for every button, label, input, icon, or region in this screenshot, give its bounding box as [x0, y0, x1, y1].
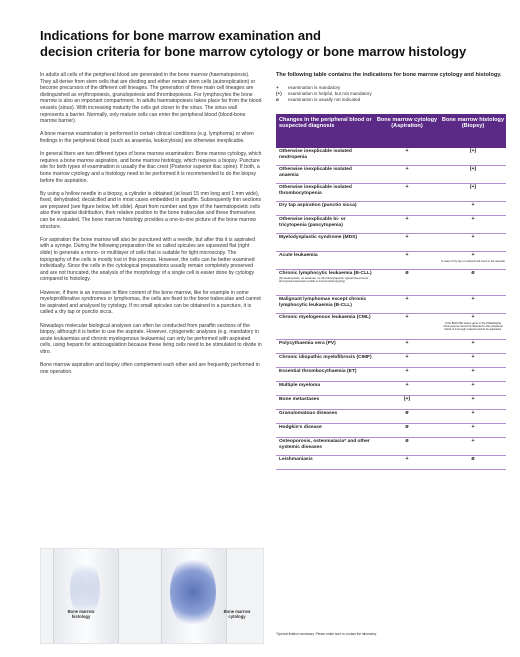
table-row [276, 184, 506, 202]
paragraph: In general there are two different types of bone marrow examination: Bone marrow cytology, which requires a bone marrow aspiration, and bone marrow histology, which requires a biopsy. Puncture site for both types of examination is usually the iliac crest (Posterior superior iliac spine). If both, a bone marrow cytology and a histology need to be performed it is recommended to do the biopsy before the aspiration. [40, 151, 262, 184]
table-row [276, 296, 506, 314]
row-cytology-mark: + [405, 313, 409, 320]
row-histology-cell [440, 457, 506, 463]
row-subnote: (No leukocytosis, no anaemia, no thrombocytopenia, typical blood count and typical expression profile in immunophenotyping) [279, 275, 369, 283]
paragraph: By using a hollow needle in a biopsy, a cylinder is obtained (at least 15 mm long and 1 mm wide), fixed, dehydrated, decalcified and in most cases embedded in paraffin. Subsequently thin sections are prepared (see figure below, left slide). Apart from number and type of the haematopoietic cells also their spatial distribution, their relative position to the bone trabeculae and these themselves can be evaluated. The bone marrow histology provides a one-to-one picture of the bone marrow structure. [40, 190, 262, 230]
row-cytology-mark: + [405, 233, 409, 240]
row-cytology-mark: + [405, 183, 409, 190]
row-histology-cell [440, 185, 506, 191]
row-cytology-mark: + [405, 339, 409, 346]
row-cytology-mark: + [405, 147, 409, 154]
page-title-line1: Indications for bone marrow examination and [40, 28, 321, 43]
row-histology-cell [440, 315, 506, 331]
row-diagnosis: Granulomatous diseases [279, 410, 338, 416]
row-cytology-mark: + [405, 455, 409, 462]
row-cytology-mark: ø [405, 423, 409, 430]
row-histology-mark: + [471, 233, 475, 240]
header-diagnosis: Changes in the peripheral blood or suspected diagnosis [279, 116, 372, 130]
row-histology-cell [440, 149, 506, 155]
row-histology-mark: ø [471, 455, 475, 462]
row-histology-cell [440, 253, 506, 263]
indications-table [276, 114, 506, 470]
row-diagnosis: Otherwise inexplicable bi- or tricytopenia (pancytopenia) [279, 216, 346, 228]
row-cytology-mark: + [405, 165, 409, 172]
table-row [276, 234, 506, 252]
table-row [276, 216, 506, 234]
row-histology-mark: + [471, 423, 475, 430]
row-histology-mark: + [471, 215, 475, 222]
row-note: If the BCR-ABL fusion gene or the Philadelphia chromosome cannot be detected in the peripheral blood or if enough material cannot be aspirated. [443, 321, 503, 331]
row-diagnosis: Multiple myeloma [279, 382, 321, 388]
row-cytology-mark: + [405, 295, 409, 302]
row-diagnosis: Osteoporosis, osteomalacia* and other systemic diseases [279, 438, 370, 450]
row-histology-cell [440, 383, 506, 389]
row-diagnosis: Bone metastases [279, 396, 320, 402]
row-histology-mark: + [471, 437, 475, 444]
row-diagnosis: Essential thrombocythaemia (ET) [279, 368, 357, 374]
table-row [276, 148, 506, 166]
table-row [276, 202, 506, 216]
row-histology-cell [440, 369, 506, 375]
table-intro: The following table contains the indications for bone marrow cytology and histology. [276, 72, 502, 78]
table-row [276, 368, 506, 382]
cytology-smear [170, 555, 216, 629]
paragraph: In adults all cells of the peripheral blood are generated in the bone marrow (haematopoiesis). They all derive from stem cells that are dividing and either remain stem cells (autoreplication) or become precursors of the different cell lineages. The generation of three main cell lineages are distinguished as erythropoiesis, granulopoiesis and thrombopoiesis. For lymphocytes the bone marrow is also an important compartment. In adults haematopoiesis takes place far from the blood vessels (sinus). With increasing maturity the cells get closer to the sinus. The sinus wall represents a barrier. Normally, only mature cells can enter the peripheral blood (blood-bone marrow barrier). [40, 72, 262, 125]
row-cytology-mark: (+) [403, 395, 411, 402]
histology-slide [53, 549, 119, 643]
paragraph: Bone marrow aspiration and biopsy often complement each other and are frequently performed in one operation. [40, 362, 260, 375]
table-row [276, 438, 506, 456]
table-body [276, 148, 506, 470]
row-histology-cell [440, 355, 506, 361]
table-row [276, 354, 506, 368]
table-row [276, 396, 506, 410]
row-histology-cell [440, 167, 506, 173]
row-histology-mark: + [471, 367, 475, 374]
row-diagnosis: Myelodysplastic syndrome (MDS) [279, 234, 357, 240]
row-histology-mark: + [471, 409, 475, 416]
row-diagnosis: Otherwise inexplicable isolated neutropenia [279, 148, 352, 160]
row-diagnosis: Chronic myelogenous leukaemia (CML) [279, 314, 371, 320]
row-histology-cell [440, 341, 506, 347]
table-row [276, 314, 506, 340]
table-row [276, 252, 506, 270]
row-diagnosis: Otherwise inexplicable isolated anaemia [279, 166, 352, 178]
header-histology: Bone marrow histology (Biopsy) [441, 116, 505, 130]
row-diagnosis: Acute leukaemia [279, 252, 318, 258]
row-histology-cell [440, 217, 506, 223]
row-histology-cell [440, 235, 506, 241]
header-cytology: Bone marrow cytology (Aspiration) [376, 116, 438, 130]
row-cytology-mark: + [405, 381, 409, 388]
row-histology-mark: + [471, 251, 475, 258]
row-histology-cell [440, 271, 506, 277]
left-column-text [40, 72, 262, 382]
row-cytology-mark: + [405, 251, 409, 258]
row-histology-mark: + [471, 313, 475, 320]
slides-photo [40, 548, 264, 644]
row-diagnosis: Chronic lymphocytic leukaemia (B-CLL) (No leukocytosis, no anaemia, no thrombocytopenia, typical blood count and typical expression profile in immunophenotyping) [279, 270, 372, 283]
table-row [276, 340, 506, 354]
page-title [40, 28, 500, 60]
paragraph: Nowadays molecular biological analyses can often be conducted from paraffin sections of the biopsy, although it is better to use the aspirate. However, cytogenetic analyses (e.g. mandatory in acute leukaemias and chronic myelogenous leukaemia) can only be performed with aspirated cells, using heparin for anticoagulation because these living cells need to be stimulated to divide in vitro. [40, 322, 262, 355]
paragraph: However, if there is an increase in fibre content of the bone marrow, like for example in some myeloproliferative syndromes or lymphomas, the cells are fixed to the bone trabeculae and cannot be aspirated and analysed by cytology. If no small spicules can be obtained in a puncture, it is called a dry tap or punctio sicca. [40, 289, 261, 316]
row-histology-mark: + [471, 201, 475, 208]
row-cytology-mark: ø [405, 437, 409, 444]
row-diagnosis: Otherwise inexplicable isolated thrombocytopenia [279, 184, 352, 196]
table-row [276, 410, 506, 424]
row-histology-mark: (+) [469, 147, 477, 154]
legend-item: ø examination is usually not indicated [276, 97, 361, 103]
row-diagnosis: Hodgkin's disease [279, 424, 322, 430]
caption-cytology: Bone marrow cytology [223, 609, 251, 619]
row-cytology-mark: + [405, 367, 409, 374]
legend-item: + examination is mandatory [276, 85, 341, 90]
row-histology-cell [440, 411, 506, 417]
legend-item: (+) examination is helpful, but not mandatory [276, 91, 372, 97]
row-histology-mark: + [471, 395, 475, 402]
row-cytology-mark: ø [405, 409, 409, 416]
row-histology-cell [440, 397, 506, 403]
caption-histology: Bone marrow histology [67, 609, 95, 619]
row-cytology-mark: + [405, 353, 409, 360]
row-histology-cell [440, 425, 506, 431]
row-histology-mark: (+) [469, 183, 477, 190]
row-cytology-mark: + [405, 215, 409, 222]
row-histology-mark: + [471, 381, 475, 388]
paragraph: For aspiration the bone marrow will also be punctured with a needle, but after this it is aspirated with a syringe. During the following preparation the so called spicules are squeezed flat (right slide) to generate a mono- or multilayer of cells that is suitable for light microscopy. The topography of the cells is mostly lost in this process. However, the cells can be better examined individually. Since the cells in the cytological preparations usually remain completely preserved and are not truncated, the analysis of the morphology of a single cell is easier done by cytology compared to histology. [40, 236, 255, 283]
footnote: *Special fixation necessary. Please make sure to contact the laboratory. [276, 632, 377, 636]
table-header [276, 114, 506, 148]
right-column [276, 72, 506, 470]
row-histology-mark: + [471, 353, 475, 360]
row-diagnosis: Chronic idiopathic myelofibrosis (CIMF) [279, 354, 372, 360]
row-histology-cell [440, 297, 506, 303]
row-histology-mark: + [471, 339, 475, 346]
cytology-slide [161, 549, 227, 643]
table-row [276, 166, 506, 184]
row-histology-mark: + [471, 295, 475, 302]
row-histology-cell [440, 203, 506, 209]
table-row [276, 424, 506, 438]
page-title-line2: decision criteria for bone marrow cytology or bone marrow histology [40, 44, 467, 59]
row-histology-mark: ø [471, 269, 475, 276]
legend [276, 85, 506, 104]
row-diagnosis: Malignant lymphomas except chronic lymphocytic leukaemia (B-CLL) [279, 296, 367, 308]
row-histology-cell [440, 439, 506, 445]
row-histology-mark: (+) [469, 165, 477, 172]
row-diagnosis: Dry tap aspiration (punctio sicca) [279, 202, 357, 208]
table-row [276, 382, 506, 396]
row-diagnosis: Leishmaniasis [279, 456, 313, 462]
row-note: In case of dry tap or reduced cell count in the aspirate [441, 259, 505, 263]
paragraph: A bone marrow examination is performed in certain clinical conditions (e.g. lymphoma) or when findings in the peripheral blood (such as anaemia, leukocytosis) are otherwise inexplicable. [40, 131, 254, 144]
table-row [276, 456, 506, 470]
row-diagnosis: Polycythaemia vera (PV) [279, 340, 336, 346]
row-cytology-mark: ø [405, 269, 409, 276]
table-row [276, 270, 506, 296]
